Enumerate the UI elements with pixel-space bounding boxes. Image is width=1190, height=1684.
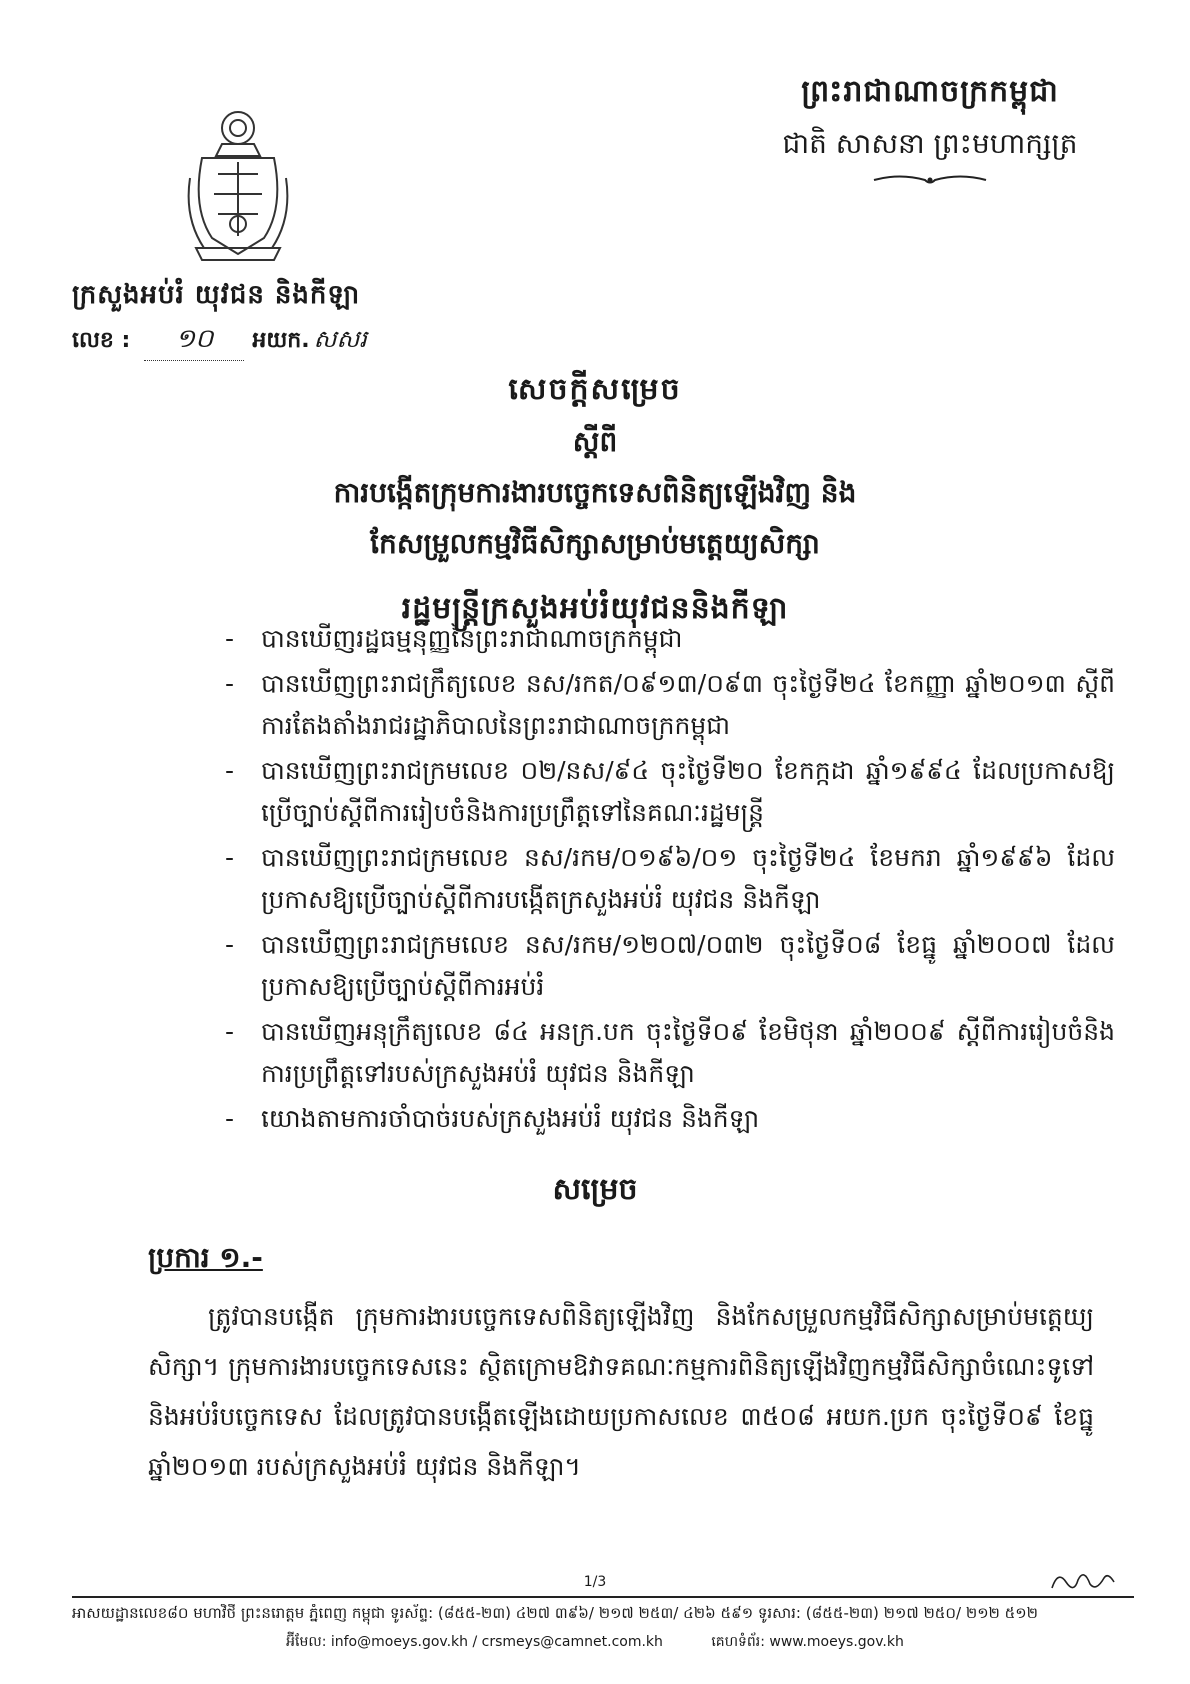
footer-address: អាសយដ្ឋានលេខ៨០ មហាវិថី ព្រះនរោត្តម ភ្នំពេញ កម្ពុជា ទូរស័ព្ទ: (៨៥៥-២៣) ៤២៧ ៣៩៦/ ២១៧ ២៥៣/ ៤២៦ ៥៩១ ទូរសារ: (៨៥៥-២៣) ២១៧ ២៥០/ ២១២ ៥១២	[72, 1604, 1039, 1622]
national-motto: ជាតិ សាសនា ព្រះមហាក្សត្រ	[782, 127, 1078, 160]
reference-number: ១០	[144, 322, 244, 361]
list-item: - យោងតាមការចាំបាច់របស់ក្រសួងអប់រំ យុវជន និងកីឡា	[225, 1104, 760, 1133]
reference-suffix: អយក.	[252, 328, 310, 353]
footer-contacts	[0, 1632, 1190, 1653]
ministry-name: ក្រសួងអប់រំ យុវជន និងកីឡា	[72, 280, 361, 310]
kingdom-heading	[770, 72, 1090, 189]
article-body: ត្រូវបានបង្កើត ក្រុមការងារបច្ចេកទេសពិនិត្យឡើងវិញ និងកែសម្រួលកម្មវិធីសិក្សាសម្រាប់មត្តេយ្យសិក្សា។ ក្រុមការងារបច្ចេកទេសនេះ ស្ថិតក្រោមឱវាទគណៈកម្មការពិនិត្យឡើងវិញកម្មវិធីសិក្សាចំណេះទូទៅ និងអប់រំបច្ចេកទេស ដែលត្រូវបានបង្កើតឡើងដោយប្រកាសលេខ ៣៥០៨ អយក.ប្រក ចុះថ្ងៃទី០៩ ខែធ្នូ ឆ្នាំ២០១៣ របស់ក្រសួងអប់រំ យុវជន និងកីឡា។	[148, 1302, 1094, 1481]
list-item: - បានឃើញព្រះរាជក្រមលេខ ០២/នស/៩៤ ចុះថ្ងៃទី២០ ខែកក្កដា ឆ្នាំ១៩៩៤ ដែលប្រកាសឱ្យប្រើច្បាប់ស្តីពីការរៀបចំនិងការប្រព្រឹត្តទៅនៃគណៈរដ្ឋមន្ត្រី	[225, 756, 1115, 827]
kingdom-name: ព្រះរាជាណាចក្រកម្ពុជា	[801, 74, 1059, 109]
document-title	[0, 370, 1190, 633]
legal-basis-list	[225, 618, 1115, 1143]
list-item: - បានឃើញព្រះរាជក្រមលេខ នស/រកម/១២០៧/០៣២ ចុះថ្ងៃទី០៨ ខែធ្នូ ឆ្នាំ២០០៧ ដែលប្រកាសឱ្យប្រើច្បាប់ស្តីពីការអប់រំ	[225, 930, 1115, 1001]
title-minister: រដ្ឋមន្ត្រីក្រសួងអប់រំយុវជននិងកីឡា	[401, 591, 789, 626]
list-item: - បានឃើញរដ្ឋធម្មនុញ្ញនៃព្រះរាជាណាចក្រកម្ពុជា	[225, 624, 683, 653]
footer-website: គេហទំព័រ: www.moeys.gov.kh	[711, 1634, 904, 1650]
decision-heading: សម្រេច	[552, 1172, 638, 1207]
list-item-text: បានឃើញព្រះរាជក្រមលេខ នស/រកម/០១៩៦/០១ ចុះថ្ងៃទី២៤ ខែមករា ឆ្នាំ១៩៩៦ ដែលប្រកាសឱ្យប្រើច្បាប់ស្តីពីការបង្កើតក្រសួងអប់រំ យុវជន និងកីឡា	[261, 843, 1115, 914]
ministry-emblem-icon	[182, 98, 294, 266]
reference-line	[72, 322, 367, 361]
reference-handwritten-code: សសរ	[313, 325, 367, 353]
list-item: - បានឃើញអនុក្រឹត្យលេខ ៨៤ អនក្រ.បក ចុះថ្ងៃទី០៩ ខែមិថុនា ឆ្នាំ២០០៩ ស្តីពីការរៀបចំនិងការប្រព្រឹត្តទៅរបស់ក្រសួងអប់រំ យុវជន និងកីឡា	[225, 1017, 1115, 1088]
list-item-text: បានឃើញព្រះរាជក្រឹត្យលេខ នស/រកត/០៩១៣/០៩៣ ចុះថ្ងៃទី២៤ ខែកញ្ញា ឆ្នាំ២០១៣ ស្តីពីការតែងតាំងរាជរដ្ឋាភិបាលនៃព្រះរាជាណាចក្រកម្ពុជា	[261, 669, 1115, 740]
footer-email: អ៊ីមែល: info@moeys.gov.kh / crsmeys@camnet.com.kh	[286, 1634, 663, 1650]
list-item: - បានឃើញព្រះរាជក្រមលេខ នស/រកម/០១៩៦/០១ ចុះថ្ងៃទី២៤ ខែមករា ឆ្នាំ១៩៩៦ ដែលប្រកាសឱ្យប្រើច្បាប់ស្តីពីការបង្កើតក្រសួងអប់រំ យុវជន និងកីឡា	[225, 843, 1115, 914]
list-item-text: បានឃើញព្រះរាជក្រមលេខ នស/រកម/១២០៧/០៣២ ចុះថ្ងៃទី០៨ ខែធ្នូ ឆ្នាំ២០០៧ ដែលប្រកាសឱ្យប្រើច្បាប់ស្តីពីការអប់រំ	[261, 930, 1115, 1001]
list-item-text: បានឃើញរដ្ឋធម្មនុញ្ញនៃព្រះរាជាណាចក្រកម្ពុជា	[261, 624, 683, 653]
list-item-text: បានឃើញអនុក្រឹត្យលេខ ៨៤ អនក្រ.បក ចុះថ្ងៃទី០៩ ខែមិថុនា ឆ្នាំ២០០៩ ស្តីពីការរៀបចំនិងការប្រព្រឹត្តទៅរបស់ក្រសួងអប់រំ យុវជន និងកីឡា	[261, 1017, 1115, 1088]
signature-icon	[1048, 1562, 1118, 1598]
page-number: 1/3	[583, 1574, 607, 1590]
reference-label: លេខ :	[72, 328, 131, 353]
list-item: - បានឃើញព្រះរាជក្រឹត្យលេខ នស/រកត/០៩១៣/០៩៣ ចុះថ្ងៃទី២៤ ខែកញ្ញា ឆ្នាំ២០១៣ ស្តីពីការតែងតាំងរាជរដ្ឋាភិបាលនៃព្រះរាជាណាចក្រកម្ពុជា	[225, 669, 1115, 740]
footer-divider	[72, 1596, 1134, 1598]
title-decision: សេចក្តីសម្រេច	[508, 372, 682, 407]
list-item-text: យោងតាមការចាំបាច់របស់ក្រសួងអប់រំ យុវជន និងកីឡា	[261, 1104, 760, 1133]
title-subject-line2: កែសម្រួលកម្មវិធីសិក្សាសម្រាប់មត្តេយ្យសិក្សា	[370, 527, 820, 560]
title-about: ស្តីពី	[572, 425, 618, 458]
list-item-text: បានឃើញព្រះរាជក្រមលេខ ០២/នស/៩៤ ចុះថ្ងៃទី២០ ខែកក្កដា ឆ្នាំ១៩៩៤ ដែលប្រកាសឱ្យប្រើច្បាប់ស្តីពីការរៀបចំនិងការប្រព្រឹត្តទៅនៃគណៈរដ្ឋមន្ត្រី	[261, 756, 1115, 827]
title-subject-line1: ការបង្កើតក្រុមការងារបច្ចេកទេសពិនិត្យឡើងវិញ និង	[333, 476, 857, 509]
article-heading: ប្រការ ១.-	[148, 1241, 263, 1274]
ornament-divider-icon	[870, 171, 990, 189]
